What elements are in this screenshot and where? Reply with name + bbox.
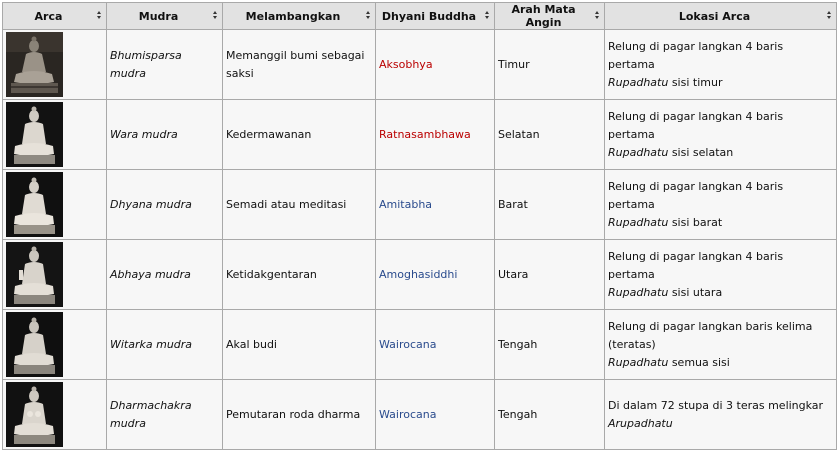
buddha-statue-image[interactable] <box>6 242 63 307</box>
table-row <box>3 100 837 170</box>
meaning-cell: Kedermawanan <box>223 100 376 170</box>
statue-cell <box>3 170 107 240</box>
column-header-melambangkan[interactable] <box>223 3 376 30</box>
statue-cell <box>3 380 107 450</box>
header-label: Dhyani Buddha <box>381 9 477 23</box>
dhyani-buddha-link[interactable]: Wairocana <box>376 310 495 380</box>
table-row <box>3 170 837 240</box>
buddha-statue-image[interactable] <box>6 102 63 167</box>
direction-cell: Barat <box>495 170 605 240</box>
header-row <box>3 3 837 30</box>
direction-cell: Tengah <box>495 310 605 380</box>
direction-cell: Utara <box>495 240 605 310</box>
location-cell: Relung di pagar langkan 4 baris pertama Rupadhatu sisi selatan <box>605 100 837 170</box>
sort-icon[interactable] <box>97 11 102 19</box>
buddha-statue-image[interactable] <box>6 32 63 97</box>
header-label: Melambangkan <box>245 9 341 23</box>
buddha-statue-image[interactable] <box>6 382 63 447</box>
direction-cell: Timur <box>495 30 605 100</box>
statue-cell <box>3 30 107 100</box>
mudra-cell: Dhyana mudra <box>107 170 223 240</box>
column-header-mudra[interactable] <box>107 3 223 30</box>
mudra-cell: Dharmachakra mudra <box>107 380 223 450</box>
sort-icon[interactable] <box>213 11 218 19</box>
header-label: Arah Mata Angin <box>511 3 576 29</box>
header-label: Mudra <box>138 9 179 23</box>
dhyani-buddha-link[interactable]: Ratnasambhawa <box>376 100 495 170</box>
sort-icon[interactable] <box>595 11 600 19</box>
statue-cell <box>3 240 107 310</box>
dhyani-buddha-link[interactable]: Aksobhya <box>376 30 495 100</box>
dhyani-buddha-link[interactable]: Amitabha <box>376 170 495 240</box>
meaning-cell: Akal budi <box>223 310 376 380</box>
location-cell: Relung di pagar langkan 4 baris pertama Rupadhatu sisi barat <box>605 170 837 240</box>
mudra-cell: Witarka mudra <box>107 310 223 380</box>
buddha-statue-image[interactable] <box>6 312 63 377</box>
header-label: Lokasi Arca <box>678 9 751 23</box>
mudra-cell: Bhumisparsa mudra <box>107 30 223 100</box>
mudra-cell: Abhaya mudra <box>107 240 223 310</box>
mudra-table <box>2 2 837 450</box>
statue-cell <box>3 310 107 380</box>
sort-icon[interactable] <box>485 11 490 19</box>
direction-cell: Selatan <box>495 100 605 170</box>
meaning-cell: Pemutaran roda dharma <box>223 380 376 450</box>
mudra-cell: Wara mudra <box>107 100 223 170</box>
location-cell: Relung di pagar langkan baris kelima (teratas) Rupadhatu semua sisi <box>605 310 837 380</box>
sort-icon[interactable] <box>827 11 832 19</box>
sort-icon[interactable] <box>366 11 371 19</box>
meaning-cell: Semadi atau meditasi <box>223 170 376 240</box>
statue-cell <box>3 100 107 170</box>
location-cell: Di dalam 72 stupa di 3 teras melingkar Arupadhatu <box>605 380 837 450</box>
buddha-statue-image[interactable] <box>6 172 63 237</box>
column-header-dhyani-buddha[interactable] <box>376 3 495 30</box>
header-label: Arca <box>34 9 63 23</box>
table-row <box>3 380 837 450</box>
table-row <box>3 240 837 310</box>
direction-cell: Tengah <box>495 380 605 450</box>
dhyani-buddha-link[interactable]: Amoghasiddhi <box>376 240 495 310</box>
table-row <box>3 30 837 100</box>
column-header-arah-mata-angin[interactable] <box>495 3 605 30</box>
location-cell: Relung di pagar langkan 4 baris pertama Rupadhatu sisi utara <box>605 240 837 310</box>
column-header-lokasi-arca[interactable] <box>605 3 837 30</box>
column-header-arca[interactable] <box>3 3 107 30</box>
meaning-cell: Ketidakgentaran <box>223 240 376 310</box>
location-cell: Relung di pagar langkan 4 baris pertama Rupadhatu sisi timur <box>605 30 837 100</box>
meaning-cell: Memanggil bumi sebagai saksi <box>223 30 376 100</box>
table-row <box>3 310 837 380</box>
dhyani-buddha-link[interactable]: Wairocana <box>376 380 495 450</box>
